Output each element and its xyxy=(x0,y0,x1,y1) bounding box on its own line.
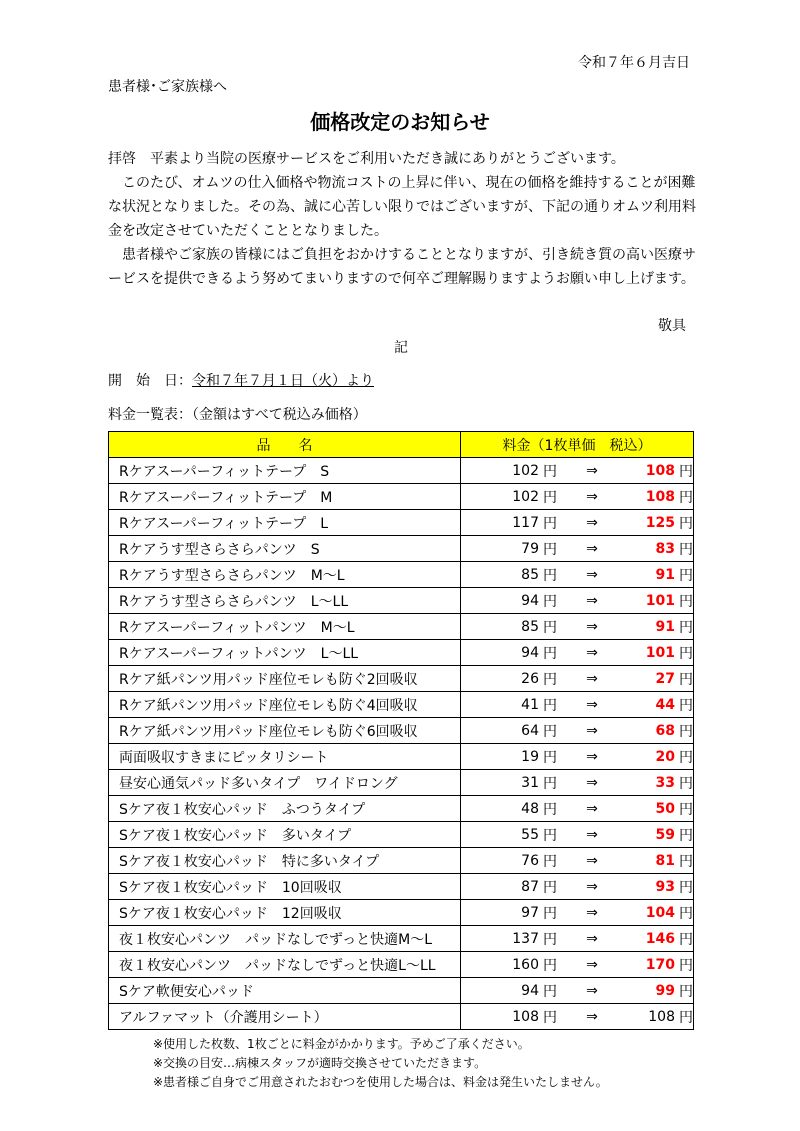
arrow-icon: ⇒ xyxy=(586,1008,598,1025)
arrow-icon: ⇒ xyxy=(586,930,598,947)
product-name: Sケア夜１枚安心パッド 12回吸収 xyxy=(109,900,461,926)
arrow-icon: ⇒ xyxy=(586,878,598,895)
product-name: Rケアスーパーフィットパンツ L～LL xyxy=(109,640,461,666)
price-cell xyxy=(461,614,694,640)
price-cell xyxy=(461,640,694,666)
price-cell xyxy=(461,1004,694,1030)
new-price-unit: 円 xyxy=(679,723,693,740)
table-row xyxy=(109,536,694,562)
new-price: 108 xyxy=(645,488,675,505)
arrow-icon: ⇒ xyxy=(586,618,598,635)
arrow-icon: ⇒ xyxy=(586,722,598,739)
product-name: Rケアスーパーフィットテープ S xyxy=(109,458,461,484)
old-price-unit: 円 xyxy=(543,463,557,480)
old-price-unit: 円 xyxy=(543,1009,557,1026)
arrow-icon: ⇒ xyxy=(586,566,598,583)
old-price: 117 xyxy=(512,514,539,531)
old-price: 55 xyxy=(521,826,539,843)
old-price-unit: 円 xyxy=(543,931,557,948)
product-name: Rケアスーパーフィットテープ L xyxy=(109,510,461,536)
old-price-unit: 円 xyxy=(543,827,557,844)
new-price-unit: 円 xyxy=(679,983,693,1000)
arrow-icon: ⇒ xyxy=(586,540,598,557)
old-price: 137 xyxy=(512,930,539,947)
new-price: 101 xyxy=(645,644,675,661)
price-cell xyxy=(461,978,694,1004)
reason-paragraph: このたび、オムツの仕入価格や物流コストの上昇に伴い、現在の価格を維持することが困難な状況となりました。その為、誠に心苦しい限りではございますが、下記の通りオムツ利用料金を改定させていただくこととなりました。 xyxy=(108,175,696,239)
arrow-icon: ⇒ xyxy=(586,488,598,505)
old-price-unit: 円 xyxy=(543,645,557,662)
price-cell xyxy=(461,952,694,978)
apology-paragraph: 患者様やご家族の皆様にはご負担をおかけすることとなりますが、引き続き質の高い医療サービスを提供できるよう努めてまいりますので何卒ご理解賜りますようお願い申し上げます。 xyxy=(108,247,696,287)
product-name: Rケアスーパーフィットパンツ M～L xyxy=(109,614,461,640)
new-price: 108 xyxy=(648,1008,675,1025)
page-title: 価格改定のお知らせ xyxy=(310,110,490,134)
price-table xyxy=(108,431,694,1030)
product-name: Rケアうす型さらさらパンツ M～L xyxy=(109,562,461,588)
new-price: 99 xyxy=(655,982,675,999)
product-name: Sケア夜１枚安心パッド 特に多いタイプ xyxy=(109,848,461,874)
table-row xyxy=(109,744,694,770)
old-price: 97 xyxy=(521,904,539,921)
table-row xyxy=(109,848,694,874)
price-cell xyxy=(461,562,694,588)
arrow-icon: ⇒ xyxy=(586,852,598,869)
product-name: 夜１枚安心パンツ パッドなしでずっと快適M～L xyxy=(109,926,461,952)
letter-body xyxy=(108,147,700,291)
old-price-unit: 円 xyxy=(543,983,557,1000)
price-cell xyxy=(461,874,694,900)
arrow-icon: ⇒ xyxy=(586,774,598,791)
price-cell xyxy=(461,484,694,510)
new-price-unit: 円 xyxy=(679,879,693,896)
price-cell xyxy=(461,796,694,822)
product-name: Sケア軟便安心パッド xyxy=(109,978,461,1004)
old-price-unit: 円 xyxy=(543,853,557,870)
new-price-unit: 円 xyxy=(679,1009,693,1026)
new-price-unit: 円 xyxy=(679,775,693,792)
new-price-unit: 円 xyxy=(679,463,693,480)
table-row xyxy=(109,796,694,822)
table-row xyxy=(109,614,694,640)
old-price-unit: 円 xyxy=(543,593,557,610)
table-row xyxy=(109,640,694,666)
price-cell xyxy=(461,666,694,692)
old-price: 94 xyxy=(521,982,539,999)
product-name: 両面吸収すきまにピッタリシート xyxy=(109,744,461,770)
old-price: 26 xyxy=(521,670,539,687)
table-row xyxy=(109,822,694,848)
product-name: アルファマット（介護用シート） xyxy=(109,1004,461,1030)
price-cell xyxy=(461,900,694,926)
product-name: Rケアうす型さらさらパンツ S xyxy=(109,536,461,562)
old-price: 108 xyxy=(512,1008,539,1025)
old-price: 76 xyxy=(521,852,539,869)
note-own-diapers: ※患者様ご自身でご用意されたおむつを使用した場合は、料金は発生いたしません。 xyxy=(153,1075,608,1089)
new-price: 108 xyxy=(645,462,675,479)
new-price: 170 xyxy=(645,956,675,973)
old-price: 31 xyxy=(521,774,539,791)
old-price-unit: 円 xyxy=(543,957,557,974)
old-price-unit: 円 xyxy=(543,801,557,818)
closing-word: 敬具 xyxy=(658,318,686,334)
arrow-icon: ⇒ xyxy=(586,696,598,713)
arrow-icon: ⇒ xyxy=(586,982,598,999)
new-price-unit: 円 xyxy=(679,619,693,636)
table-row xyxy=(109,458,694,484)
arrow-icon: ⇒ xyxy=(586,644,598,661)
old-price: 64 xyxy=(521,722,539,739)
new-price-unit: 円 xyxy=(679,645,693,662)
old-price-unit: 円 xyxy=(543,567,557,584)
arrow-icon: ⇒ xyxy=(586,904,598,921)
table-row xyxy=(109,770,694,796)
notice-date: 令和７年６月吉日 xyxy=(578,55,690,71)
product-name: 昼安心通気パッド多いタイプ ワイドロング xyxy=(109,770,461,796)
old-price-unit: 円 xyxy=(543,905,557,922)
arrow-icon: ⇒ xyxy=(586,826,598,843)
ki-label: 記 xyxy=(394,340,408,356)
greeting-paragraph: 拝啓 平素より当院の医療サービスをご利用いただき誠にありがとうございます。 xyxy=(108,151,625,167)
new-price-unit: 円 xyxy=(679,567,693,584)
old-price-unit: 円 xyxy=(543,723,557,740)
table-header-row xyxy=(109,432,694,458)
old-price: 19 xyxy=(521,748,539,765)
new-price-unit: 円 xyxy=(679,931,693,948)
old-price: 102 xyxy=(512,488,539,505)
price-cell xyxy=(461,744,694,770)
table-row xyxy=(109,484,694,510)
price-cell xyxy=(461,770,694,796)
arrow-icon: ⇒ xyxy=(586,748,598,765)
new-price-unit: 円 xyxy=(679,801,693,818)
old-price-unit: 円 xyxy=(543,749,557,766)
new-price: 91 xyxy=(655,618,675,635)
price-cell xyxy=(461,848,694,874)
old-price-unit: 円 xyxy=(543,541,557,558)
table-row xyxy=(109,1004,694,1030)
price-cell xyxy=(461,536,694,562)
price-cell xyxy=(461,588,694,614)
new-price: 59 xyxy=(655,826,675,843)
old-price-unit: 円 xyxy=(543,489,557,506)
new-price: 93 xyxy=(655,878,675,895)
table-row xyxy=(109,926,694,952)
new-price: 44 xyxy=(655,696,675,713)
new-price-unit: 円 xyxy=(679,593,693,610)
table-row xyxy=(109,718,694,744)
header-product-name: 品 名 xyxy=(109,432,461,458)
old-price-unit: 円 xyxy=(543,671,557,688)
arrow-icon: ⇒ xyxy=(586,592,598,609)
old-price-unit: 円 xyxy=(543,697,557,714)
product-name: Rケア紙パンツ用パッド座位モレも防ぐ4回吸収 xyxy=(109,692,461,718)
table-row xyxy=(109,978,694,1004)
new-price-unit: 円 xyxy=(679,489,693,506)
old-price-unit: 円 xyxy=(543,515,557,532)
new-price-unit: 円 xyxy=(679,671,693,688)
header-price: 料金（1枚単価 税込） xyxy=(461,432,694,458)
note-exchange: ※交換の目安…病棟スタッフが適時交換させていただきます。 xyxy=(153,1056,487,1070)
new-price: 20 xyxy=(655,748,675,765)
start-date-value: 令和７年７月１日（火）より xyxy=(192,373,374,389)
new-price: 33 xyxy=(655,774,675,791)
table-row xyxy=(109,666,694,692)
price-list-label: 料金一覧表：（金額はすべて税込み価格） xyxy=(108,407,367,423)
new-price-unit: 円 xyxy=(679,749,693,766)
product-name: Sケア夜１枚安心パッド ふつうタイプ xyxy=(109,796,461,822)
new-price-unit: 円 xyxy=(679,905,693,922)
old-price: 85 xyxy=(521,566,539,583)
product-name: Rケア紙パンツ用パッド座位モレも防ぐ2回吸収 xyxy=(109,666,461,692)
product-name: Rケアスーパーフィットテープ M xyxy=(109,484,461,510)
old-price-unit: 円 xyxy=(543,619,557,636)
price-cell xyxy=(461,510,694,536)
new-price: 146 xyxy=(645,930,675,947)
new-price-unit: 円 xyxy=(679,957,693,974)
price-cell xyxy=(461,692,694,718)
new-price-unit: 円 xyxy=(679,827,693,844)
price-cell xyxy=(461,926,694,952)
table-row xyxy=(109,588,694,614)
table-row xyxy=(109,510,694,536)
note-usage: ※使用した枚数、1枚ごとに料金がかかります。予めご了承ください。 xyxy=(153,1037,530,1051)
new-price-unit: 円 xyxy=(679,541,693,558)
arrow-icon: ⇒ xyxy=(586,514,598,531)
new-price-unit: 円 xyxy=(679,515,693,532)
old-price: 48 xyxy=(521,800,539,817)
arrow-icon: ⇒ xyxy=(586,462,598,479)
old-price: 160 xyxy=(512,956,539,973)
old-price: 94 xyxy=(521,592,539,609)
new-price: 50 xyxy=(655,800,675,817)
price-cell xyxy=(461,822,694,848)
old-price: 94 xyxy=(521,644,539,661)
product-name: Rケア紙パンツ用パッド座位モレも防ぐ6回吸収 xyxy=(109,718,461,744)
table-row xyxy=(109,562,694,588)
start-date-label: 開 始 日： xyxy=(108,373,192,389)
table-row xyxy=(109,692,694,718)
old-price-unit: 円 xyxy=(543,879,557,896)
addressee: 患者様･ご家族様へ xyxy=(108,79,227,95)
new-price: 68 xyxy=(655,722,675,739)
price-cell xyxy=(461,458,694,484)
new-price: 101 xyxy=(645,592,675,609)
product-name: Sケア夜１枚安心パッド 多いタイプ xyxy=(109,822,461,848)
new-price: 91 xyxy=(655,566,675,583)
new-price: 83 xyxy=(655,540,675,557)
table-row xyxy=(109,900,694,926)
product-name: Rケアうす型さらさらパンツ L～LL xyxy=(109,588,461,614)
table-row xyxy=(109,874,694,900)
new-price: 104 xyxy=(645,904,675,921)
table-row xyxy=(109,952,694,978)
start-date-line xyxy=(108,370,374,390)
new-price: 81 xyxy=(655,852,675,869)
notes xyxy=(153,1035,608,1092)
old-price: 79 xyxy=(521,540,539,557)
arrow-icon: ⇒ xyxy=(586,956,598,973)
arrow-icon: ⇒ xyxy=(586,670,598,687)
old-price-unit: 円 xyxy=(543,775,557,792)
new-price-unit: 円 xyxy=(679,697,693,714)
arrow-icon: ⇒ xyxy=(586,800,598,817)
product-name: 夜１枚安心パンツ パッドなしでずっと快適L～LL xyxy=(109,952,461,978)
old-price: 102 xyxy=(512,462,539,479)
old-price: 85 xyxy=(521,618,539,635)
old-price: 41 xyxy=(521,696,539,713)
new-price: 27 xyxy=(655,670,675,687)
old-price: 87 xyxy=(521,878,539,895)
price-cell xyxy=(461,718,694,744)
new-price-unit: 円 xyxy=(679,853,693,870)
product-name: Sケア夜１枚安心パッド 10回吸収 xyxy=(109,874,461,900)
new-price: 125 xyxy=(645,514,675,531)
